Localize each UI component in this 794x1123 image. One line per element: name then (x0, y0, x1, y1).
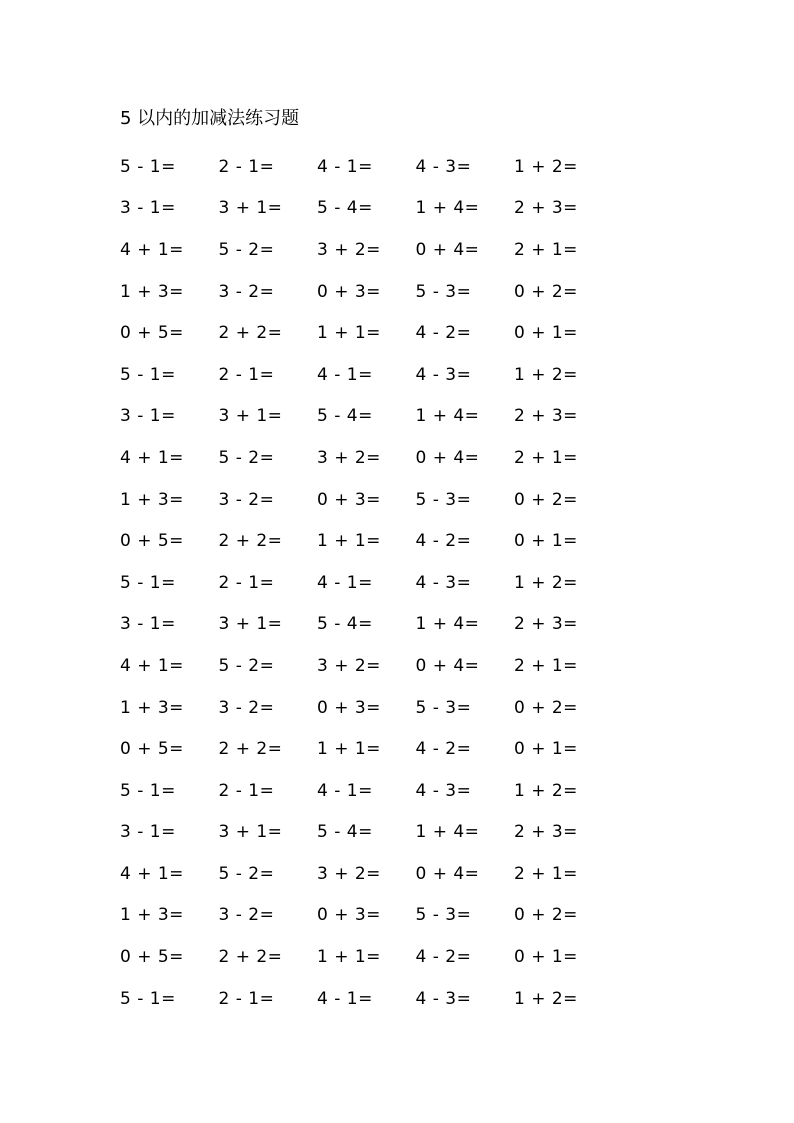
exercise-row (120, 936, 613, 978)
exercise-problem: 2 + 3= (514, 198, 578, 219)
exercise-problem: 5 - 2= (218, 863, 275, 884)
exercise-problem: 3 - 1= (120, 614, 176, 635)
exercise-problem: 4 - 3= (415, 572, 472, 593)
exercise-problem: 2 + 3= (514, 406, 578, 427)
exercise-problem: 5 - 3= (415, 905, 472, 926)
exercise-problem: 2 - 1= (218, 156, 275, 177)
exercise-row (120, 978, 613, 1020)
exercise-problem: 3 + 2= (317, 447, 381, 468)
exercise-problem: 3 - 2= (218, 905, 275, 926)
exercise-problem: 0 + 2= (514, 905, 578, 926)
exercise-problem: 0 + 3= (317, 697, 381, 718)
exercise-problem: 0 + 4= (415, 447, 480, 468)
exercise-problem: 2 + 2= (218, 739, 283, 760)
exercise-problem: 2 + 2= (218, 323, 283, 344)
exercise-problem: 1 + 1= (317, 739, 381, 760)
exercise-problem: 2 - 1= (218, 572, 275, 593)
exercise-problem: 5 - 1= (120, 364, 176, 385)
exercise-problem: 4 - 3= (415, 780, 472, 801)
exercise-problem: 2 + 3= (514, 822, 578, 843)
exercise-problem: 0 + 4= (415, 655, 480, 676)
exercise-row (120, 271, 613, 313)
exercise-problem: 1 + 4= (415, 198, 480, 219)
exercise-problem: 0 + 5= (120, 323, 184, 344)
exercise-problem: 0 + 1= (514, 531, 578, 552)
exercise-problem: 4 - 1= (317, 156, 373, 177)
exercise-problem: 1 + 3= (120, 489, 184, 510)
exercise-row (120, 479, 613, 521)
exercise-problem: 2 + 2= (218, 531, 283, 552)
exercise-problem: 0 + 3= (317, 489, 381, 510)
exercise-row (120, 853, 613, 895)
exercise-problem: 2 + 2= (218, 947, 283, 968)
exercise-problem: 1 + 4= (415, 406, 480, 427)
exercise-row (120, 520, 613, 562)
exercise-problem: 4 - 3= (415, 156, 472, 177)
exercise-problem: 0 + 1= (514, 739, 578, 760)
exercise-problem: 1 + 2= (514, 780, 578, 801)
exercise-problem: 4 - 1= (317, 780, 373, 801)
exercise-row (120, 312, 613, 354)
exercise-problem: 4 - 2= (415, 739, 472, 760)
exercise-problem: 3 - 1= (120, 822, 176, 843)
exercise-problem: 5 - 3= (415, 281, 472, 302)
exercise-problem: 0 + 5= (120, 531, 184, 552)
exercise-problem: 0 + 3= (317, 281, 381, 302)
exercise-row (120, 146, 613, 188)
exercise-problem: 0 + 2= (514, 281, 578, 302)
exercise-problem: 2 + 1= (514, 239, 578, 260)
exercise-problem: 1 + 1= (317, 531, 381, 552)
exercise-row (120, 687, 613, 729)
exercise-problem: 3 + 2= (317, 863, 381, 884)
exercise-row (120, 396, 613, 438)
exercise-row (120, 895, 613, 937)
exercise-problem: 5 - 4= (317, 198, 373, 219)
exercise-problem: 4 + 1= (120, 447, 184, 468)
exercise-problem: 2 - 1= (218, 364, 275, 385)
exercise-problem: 1 + 3= (120, 697, 184, 718)
exercise-problem: 1 + 2= (514, 364, 578, 385)
exercise-problem: 0 + 2= (514, 489, 578, 510)
exercise-problem: 4 - 3= (415, 988, 472, 1009)
exercise-problem: 4 - 3= (415, 364, 472, 385)
exercise-problem: 2 + 1= (514, 655, 578, 676)
exercise-problem: 5 - 2= (218, 447, 275, 468)
exercise-problem: 3 - 1= (120, 198, 176, 219)
exercise-problem: 0 + 5= (120, 947, 184, 968)
exercise-problem: 3 - 2= (218, 489, 275, 510)
exercise-problem: 1 + 2= (514, 156, 578, 177)
exercise-problem: 5 - 1= (120, 988, 176, 1009)
exercise-problem: 2 + 3= (514, 614, 578, 635)
exercise-problem: 5 - 4= (317, 822, 373, 843)
exercise-problem: 0 + 4= (415, 863, 480, 884)
exercise-problem: 4 - 2= (415, 531, 472, 552)
exercise-problem: 1 + 3= (120, 281, 184, 302)
exercise-problem: 0 + 3= (317, 905, 381, 926)
exercise-problem: 3 - 2= (218, 697, 275, 718)
exercise-problem: 4 + 1= (120, 655, 184, 676)
exercise-problem: 0 + 1= (514, 947, 578, 968)
exercise-problem: 5 - 4= (317, 614, 373, 635)
exercise-problem: 1 + 4= (415, 822, 480, 843)
exercise-problem: 0 + 5= (120, 739, 184, 760)
exercise-row (120, 437, 613, 479)
exercise-problem: 3 + 2= (317, 655, 381, 676)
exercise-problem: 0 + 1= (514, 323, 578, 344)
exercise-problem: 2 + 1= (514, 447, 578, 468)
exercise-problem: 1 + 1= (317, 947, 381, 968)
exercise-row (120, 770, 613, 812)
exercise-problem: 5 - 1= (120, 780, 176, 801)
exercise-problem: 1 + 1= (317, 323, 381, 344)
exercise-problem: 3 + 1= (218, 614, 283, 635)
exercise-problem: 0 + 2= (514, 697, 578, 718)
exercise-row (120, 188, 613, 230)
exercise-problem: 3 + 1= (218, 822, 283, 843)
exercise-row (120, 562, 613, 604)
exercise-row (120, 604, 613, 646)
exercise-problem: 3 + 1= (218, 406, 283, 427)
exercise-problem: 2 - 1= (218, 780, 275, 801)
exercise-problem: 5 - 1= (120, 572, 176, 593)
exercise-problem: 5 - 1= (120, 156, 176, 177)
exercise-problem: 4 - 2= (415, 323, 472, 344)
exercise-problem: 1 + 4= (415, 614, 480, 635)
exercise-problem: 5 - 2= (218, 655, 275, 676)
exercise-problem: 3 + 1= (218, 198, 283, 219)
exercise-grid (120, 146, 613, 1019)
exercise-problem: 5 - 4= (317, 406, 373, 427)
exercise-problem: 3 + 2= (317, 239, 381, 260)
exercise-problem: 5 - 3= (415, 697, 472, 718)
exercise-row (120, 812, 613, 854)
exercise-problem: 4 - 1= (317, 572, 373, 593)
exercise-row (120, 645, 613, 687)
exercise-problem: 2 + 1= (514, 863, 578, 884)
exercise-problem: 5 - 3= (415, 489, 472, 510)
exercise-problem: 4 + 1= (120, 863, 184, 884)
exercise-problem: 2 - 1= (218, 988, 275, 1009)
exercise-problem: 1 + 3= (120, 905, 184, 926)
exercise-problem: 3 - 2= (218, 281, 275, 302)
exercise-problem: 0 + 4= (415, 239, 480, 260)
exercise-row (120, 728, 613, 770)
page-title: 5 以内的加减法练习题 (120, 108, 300, 129)
exercise-row (120, 354, 613, 396)
exercise-problem: 4 - 1= (317, 988, 373, 1009)
exercise-problem: 1 + 2= (514, 572, 578, 593)
exercise-problem: 4 - 2= (415, 947, 472, 968)
exercise-problem: 3 - 1= (120, 406, 176, 427)
exercise-row (120, 229, 613, 271)
exercise-problem: 5 - 2= (218, 239, 275, 260)
exercise-problem: 1 + 2= (514, 988, 578, 1009)
exercise-problem: 4 - 1= (317, 364, 373, 385)
exercise-problem: 4 + 1= (120, 239, 184, 260)
